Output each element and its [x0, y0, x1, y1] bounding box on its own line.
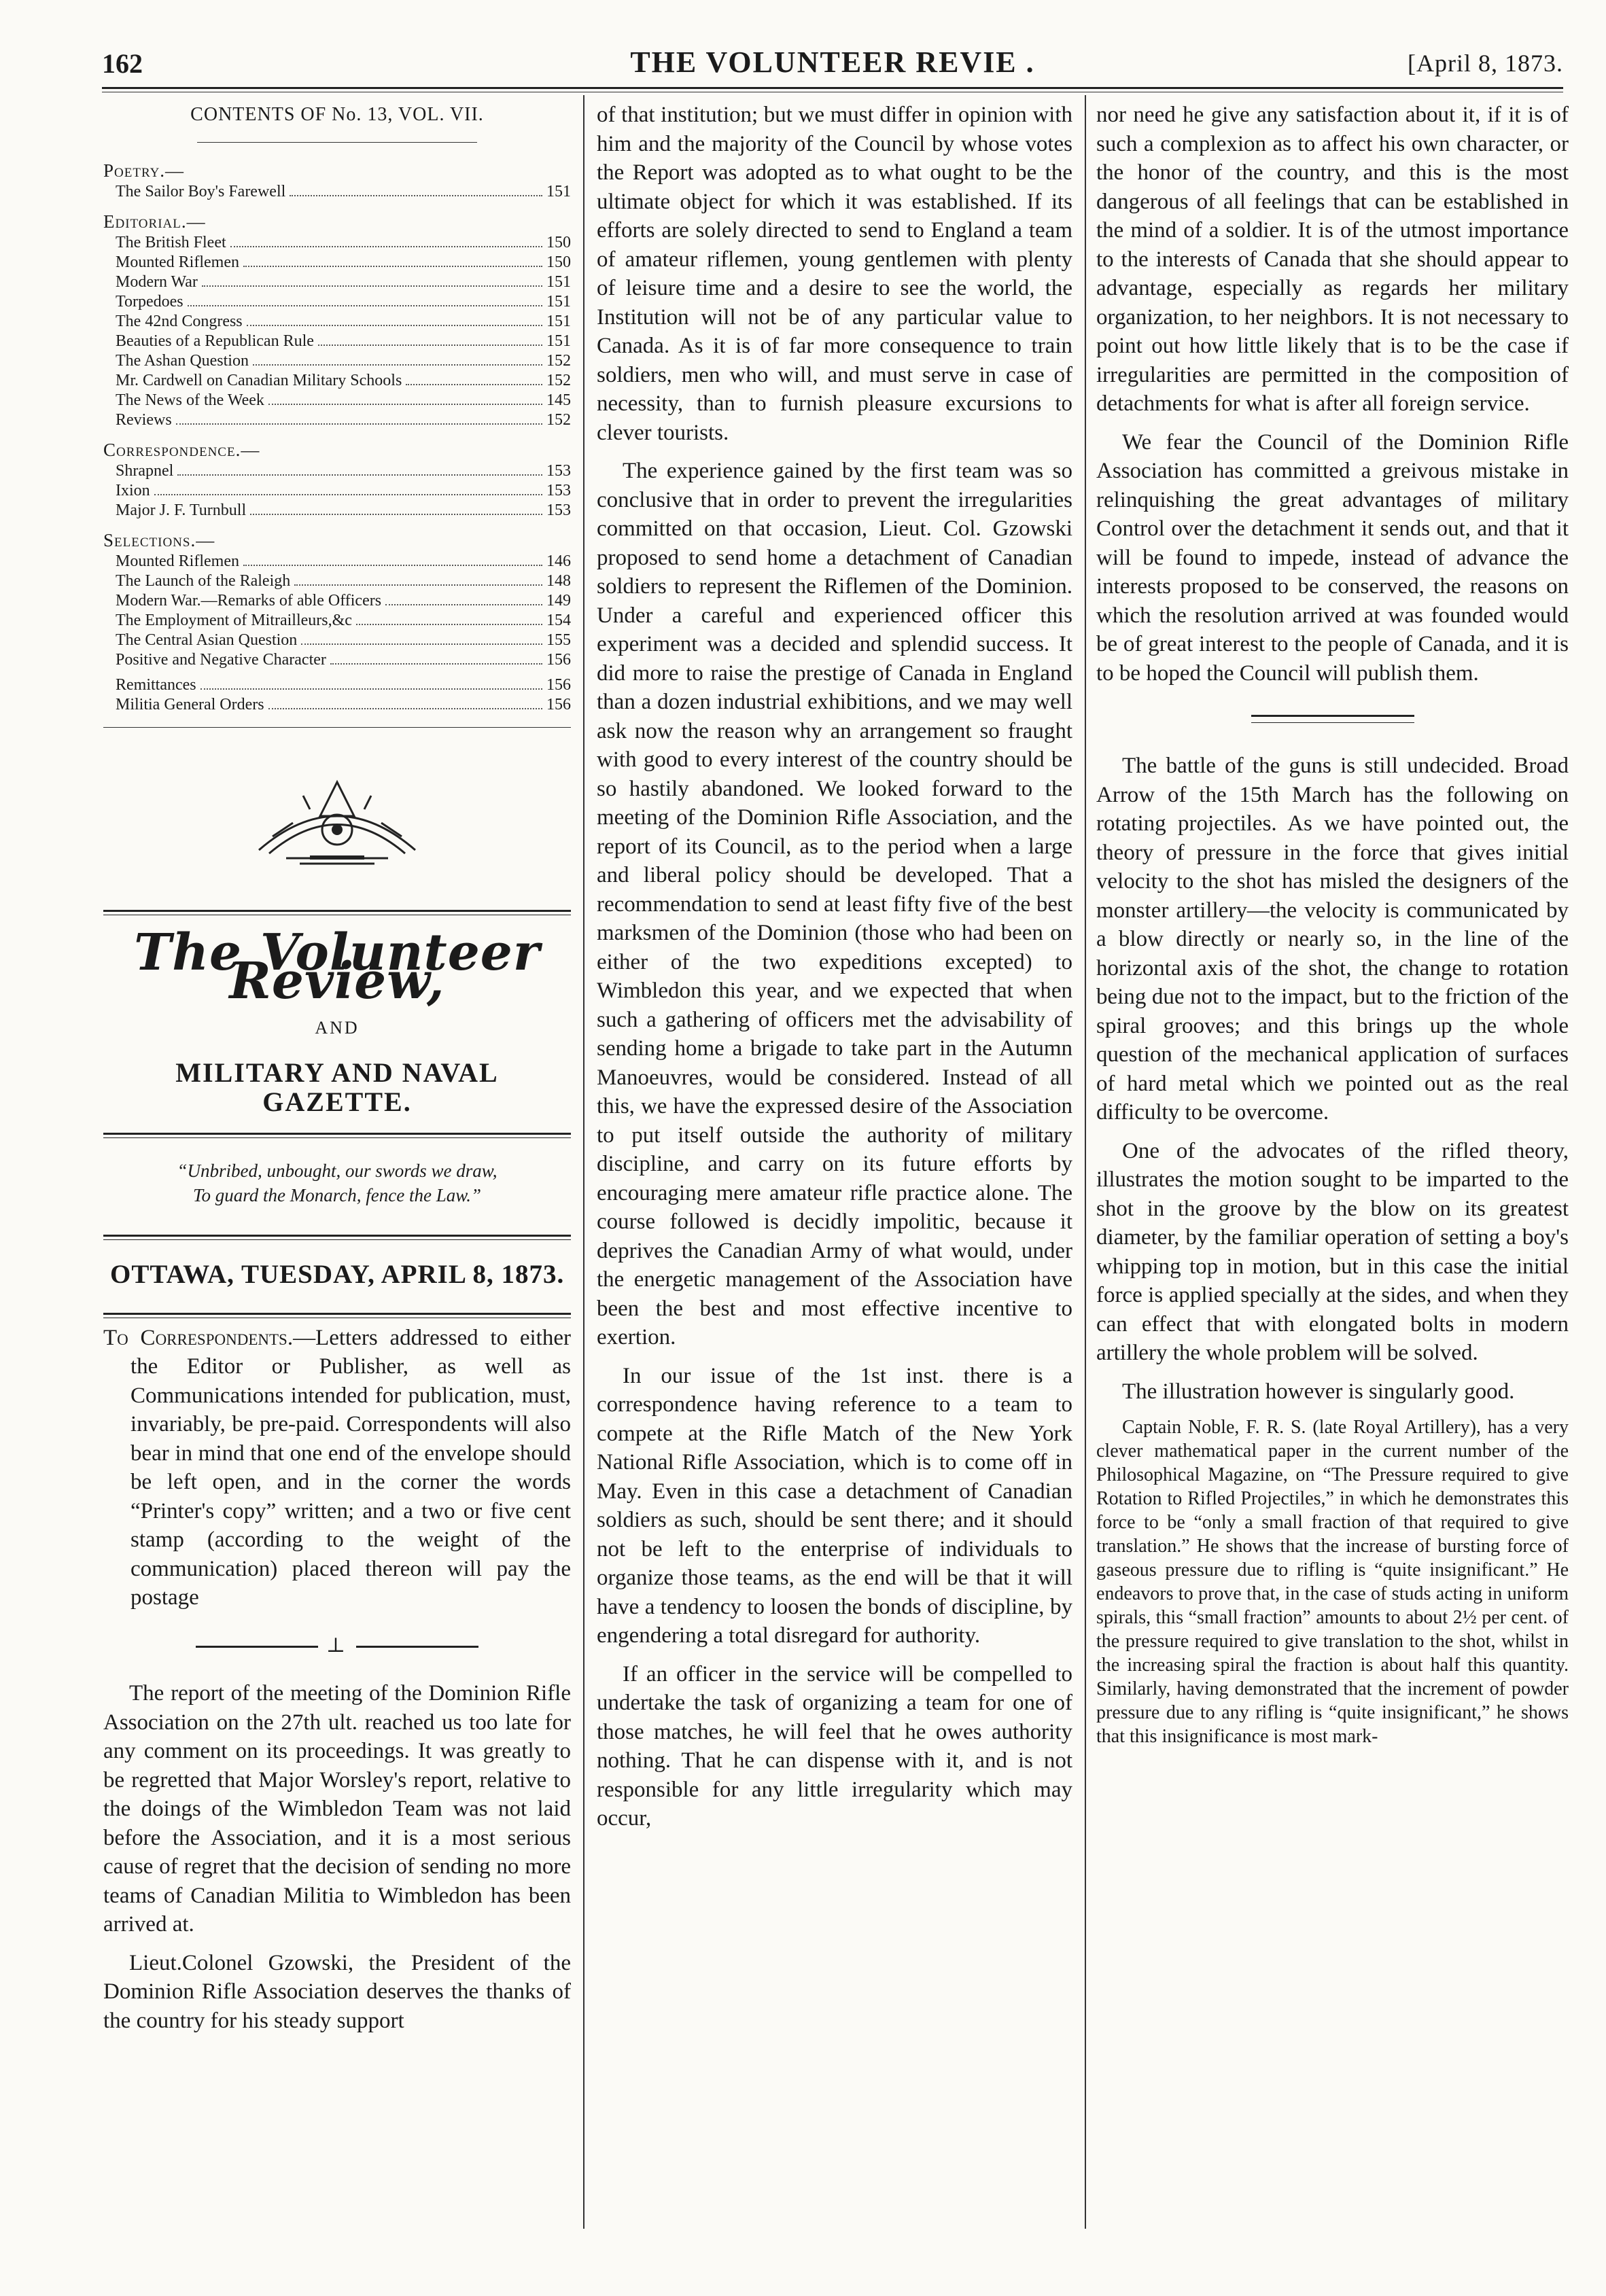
contents-entry [103, 631, 571, 650]
contents-entry-page: 152 [546, 371, 571, 389]
contents-entry-label: Mounted Riflemen [116, 552, 239, 570]
contents-entry-label: The Launch of the Raleigh [116, 571, 291, 590]
contents-leader-dots [188, 292, 542, 306]
contents-leader-dots [253, 351, 542, 366]
dateline-rule [103, 1235, 571, 1240]
contents-entry-page: 151 [546, 332, 571, 350]
contents-leader-dots [330, 650, 542, 665]
contents-title: CONTENTS OF No. 13, VOL. VII. [190, 104, 484, 125]
contents-entry-label: Reviews [116, 410, 172, 429]
contents-leader-dots [243, 253, 542, 267]
contents-leader-dots [294, 571, 542, 586]
contents-entry-page: 150 [546, 233, 571, 251]
contents-entry-page: 148 [546, 571, 571, 590]
contents-entry-label: The News of the Week [116, 391, 264, 409]
contents-leader-dots [243, 552, 542, 566]
contents-entry [103, 351, 571, 371]
correspondents-notice [103, 1324, 571, 1612]
column-divider [1085, 95, 1086, 2229]
contents-leader-dots [356, 611, 542, 625]
masthead-motto [103, 1159, 571, 1207]
article-paragraph: The report of the meeting of the Dominion Rifle Association on the 27th ult. reached us too late for any comment on its proceedings. It was greatly to be regretted that Major Worsley's report, relative to the doings of the Wimbledon Team was not laid before the Association, and it is a most serious cause of regret that the decision of sending no more teams of Canadian Militia to Wimbledon has been arrived at. [103, 1681, 571, 1937]
contents-entry-page: 154 [546, 611, 571, 629]
contents-entry-page: 153 [546, 461, 571, 480]
contents-entry [103, 650, 571, 670]
masthead-rule [103, 910, 571, 915]
contents-entry-label: The British Fleet [116, 233, 226, 251]
contents-entry [103, 233, 571, 253]
contents-leader-dots [250, 501, 542, 515]
issue-date: [April 8, 1873. [1408, 50, 1563, 77]
contents-entry [103, 253, 571, 272]
contents-entry [103, 611, 571, 631]
contents-entry [103, 410, 571, 430]
article-paragraph: If an officer in the service will be compelled to undertake the task of organizing a team for one of those matches, he will feel that he owes authority nothing. That he can dispense with it, and is not responsible for any little irregularity which may occur, [597, 1661, 1072, 1831]
contents-entry-page: 151 [546, 272, 571, 291]
article-paragraph: In our issue of the 1st inst. there is a correspondence having reference to a team to compete at the Rifle Match of the New York National Rifle Association, which is to come off in May. Even in this case a detachment of Canadian soldiers as such, should be sent there; and it should not be left to the enterprise of individuals to organize those teams, as the end will be that it will have a tendency to loosen the bonds of discipline, by engendering a total disregard for authority. [597, 1363, 1072, 1648]
contents-leader-dots [154, 481, 542, 495]
dateline-rule-lower [103, 1313, 571, 1318]
contents-entry-page: 152 [546, 410, 571, 429]
article-paragraph: The battle of the guns is still undecided. Broad Arrow of the 15th March has the following on rotating projectiles. As we have pointed out, the theory of pressure in the force that gives initial velocity to the shot has misled the designers of the monster artillery—the velocity is communicated by a blow directly or nearly so, in the line of the horizontal axis of the shot, the change to rotation being due not to the impact, but to the friction of the spiral grooves; and this brings up the whole question of the mechanical application of surfaces of hard metal which we pointed out as the real difficulty to be overcome. [1096, 754, 1569, 1125]
article-paragraph: We fear the Council of the Dominion Rifle Association has committed a greivous mistake in relinquishing the great advantages of military Control over the detachment it sends out, and that it will be found to impede, instead of advance the interests proposed to be conserved, the reasons on which the resolution arrived at was founded would be of great interest to the people of Canada, and it is to be hoped the Council will publish them. [1096, 429, 1569, 686]
contents-section-heading: Poetry.— [103, 160, 185, 181]
contents-entry [103, 391, 571, 410]
contents-entry-page: 151 [546, 292, 571, 311]
contents-entry-label: Torpedoes [116, 292, 184, 311]
article-paragraph: The illustration however is singularly good. [1122, 1379, 1515, 1404]
article-paragraph: of that institution; but we must differ in opinion with him and the majority of the Council by whose votes the Report was adopted as to what ought to be the ultimate object for which it was established. If its efforts are solely directed to send to England a team of amateur riflemen, young gentlemen with plenty of leisure time and a desire to see the world, the Institution will not be of any particular value to Canada. As it is of far more consequence to train soldiers, men who will, and must serve in case of necessity, than to furnish pleasure excursions to clever tourists. [597, 103, 1072, 445]
contents-section-heading: Selections.— [103, 529, 215, 550]
contents-entry-page: 152 [546, 351, 571, 370]
contents-entry [103, 332, 571, 351]
contents-entry-page: 153 [546, 481, 571, 499]
masthead-rule-lower [103, 1133, 571, 1138]
contents-leader-dots [318, 332, 542, 346]
contents-entry-page: 156 [546, 695, 571, 713]
contents-entry-label: The Sailor Boy's Farewell [116, 182, 286, 200]
contents-rule [197, 142, 478, 143]
contents-entry-page: 156 [546, 650, 571, 669]
contents-leader-dots [301, 631, 542, 645]
contents-entry-page: 145 [546, 391, 571, 409]
column-2 [597, 101, 1072, 1843]
contents-entry-label: The Central Asian Question [116, 631, 298, 649]
contents-entry [103, 552, 571, 571]
dateline: OTTAWA, TUESDAY, APRIL 8, 1873. [110, 1260, 565, 1289]
section-ornament: ⊥ [103, 1631, 571, 1661]
contents-entry [103, 591, 571, 611]
column-1 [103, 101, 571, 2045]
contents-entry-page: 156 [546, 675, 571, 694]
contents-entry [103, 501, 571, 520]
contents-leader-dots [268, 391, 542, 405]
contents-entry-label: Mr. Cardwell on Canadian Military Schools [116, 371, 402, 389]
contents-entry-label: Major J. F. Turnbull [116, 501, 247, 519]
masthead-and: AND [315, 1017, 360, 1038]
contents-entry-page: 151 [546, 312, 571, 330]
contents-entry-label: Militia General Orders [116, 695, 264, 713]
section-rule [1251, 715, 1414, 717]
article-paragraph: Lieut.Colonel Gzowski, the President of the Dominion Rifle Association deserves the thanks of the country for his steady support [103, 1950, 571, 2033]
contents-entry-page: 146 [546, 552, 571, 570]
contents-entry [103, 461, 571, 481]
contents-entry-label: Mounted Riflemen [116, 253, 239, 271]
contents-leader-dots [406, 371, 542, 385]
masthead-title: The Volunteer Review, [134, 923, 540, 1010]
contents-entry-label: Modern War [116, 272, 198, 291]
contents-entry-page: 155 [546, 631, 571, 649]
contents-entry [103, 571, 571, 591]
masthead-subtitle: MILITARY AND NAVAL GAZETTE. [175, 1057, 499, 1117]
contents-entry-label: The Employment of Mitrailleurs,&c [116, 611, 352, 629]
section-rule-thin [1251, 722, 1414, 723]
contents-leader-dots [385, 591, 542, 605]
contents-leader-dots [230, 233, 542, 247]
contents-entry-label: Remittances [116, 675, 196, 694]
contents-entry-label: Beauties of a Republican Rule [116, 332, 314, 350]
newspaper-title: THE VOLUNTEER REVIE . [630, 46, 1035, 79]
contents-entry [103, 272, 571, 292]
contents-leader-dots [202, 272, 542, 287]
contents-entry [103, 675, 571, 695]
contents-entry [103, 481, 571, 501]
table-of-contents [103, 159, 571, 715]
contents-section-heading: Correspondence.— [103, 439, 260, 460]
contents-leader-dots [290, 182, 542, 196]
article-paragraph: One of the advocates of the rifled theory, illustrates the motion sought to be imparted to the shot in the groove by the blow on its greatest diameter, by the familiar operation of setting a boy's whipping top in motion, but in this case the initial force is applied specially at the sides, and when they can effect that with elongated bolts in modern artillery the whole problem will be solved. [1096, 1138, 1569, 1365]
article-paragraph: The experience gained by the first team was so conclusive that in order to prevent the irregularities committed on that occasion, Lieut. Col. Gzowski proposed to send home a detachment of Canadian soldiers to represent the Riflemen of the Dominion. Under a careful and experienced officer this experiment was a decided and splendid success. It did more to raise the prestige of Canada in England than a dozen industrial exhibitions, and we may well ask now the reason why an arrangement so fraught with good to every interest of the country should be so hastily abandoned. We looked forward to the meeting of the Dominion Rifle Association, and the report of its Council, as to the period when a large and liberal policy should be developed. That a recommendation to send at least fifty five of the best marksmen of the Dominion (those who had been on either of the two expeditions excepted) to Wimbledon this year, and we expected that when such a gathering of officers met the advisability of sending home a brigade to take part in the Autumn Manoeuvres, would be considered. Instead of all this, we have the expressed desire of the Association to put itself outside the authority of military discipline, and carry on its future efforts by encouraging mere amateur rifle practice alone. The course followed is decidly impolitic, because it deprives the Canadian Army of what would, under the energetic management of the Association have been the best and most effective incentive to exertion. [597, 459, 1072, 1349]
header-rule [102, 87, 1563, 89]
contents-entry-label: Shrapnel [116, 461, 174, 480]
contents-leader-dots [268, 695, 542, 709]
contents-entry [103, 371, 571, 391]
contents-end-rule [103, 727, 571, 728]
correspondents-text: —Letters addressed to either the Editor or Publisher, as well as Communications intended for publication, must, invariably, be pre-paid. Correspondents will also bear in mind that one end of the envelope should be left open, and in the corner the words “Printer's copy” written; and a two or five cent stamp (according to the weight of the communication) placed thereon will pay the postage [130, 1325, 571, 1610]
motto-line-2: To guard the Monarch, fence the Law.” [193, 1185, 481, 1205]
contents-entry-label: The 42nd Congress [116, 312, 243, 330]
contents-entry-page: 149 [546, 591, 571, 610]
correspondents-label: To Correspondents. [103, 1325, 294, 1350]
contents-entry-label: The Ashan Question [116, 351, 249, 370]
column-divider [583, 95, 584, 2229]
contents-entry-page: 151 [546, 182, 571, 200]
motto-line-1: “Unbribed, unbought, our swords we draw, [177, 1161, 497, 1181]
article-paragraph: nor need he give any satisfaction about it, if it is of such a complexion as to affect his own character, or the honor of the country, and this is the most dangerous of all feelings that can be established in the mind of a soldier. It is of the utmost importance to the interests of Canada that she should appear to advantage, especially as regards her military organization, to her neighbors. It is not necessary to point out how little likely that is to be the case if irregularities are permitted in the composition of detachments for what is after all foreign service. [1096, 103, 1569, 416]
contents-leader-dots [177, 461, 542, 476]
contents-entry [103, 292, 571, 312]
contents-entry [103, 312, 571, 332]
contents-leader-dots [247, 312, 542, 326]
contents-entry-label: Positive and Negative Character [116, 650, 326, 669]
contents-leader-dots [200, 675, 542, 690]
contents-entry [103, 182, 571, 202]
page-number: 162 [102, 48, 143, 79]
contents-entry-label: Modern War.—Remarks of able Officers [116, 591, 382, 610]
column-3 [1096, 101, 1569, 1758]
contents-section-heading: Editorial.— [103, 211, 206, 232]
crest-emblem-icon [245, 769, 429, 870]
contents-entry [103, 695, 571, 715]
contents-leader-dots [176, 410, 542, 425]
contents-entry-page: 153 [546, 501, 571, 519]
contents-entry-label: Ixion [116, 481, 150, 499]
contents-entry-page: 150 [546, 253, 571, 271]
article-paragraph: Captain Noble, F. R. S. (late Royal Artillery), has a very clever mathematical paper in the current number of the Philosophical Magazine, on “The Pressure required to give Rotation to Rifled Projectiles,” in which he demonstrates this force to be “only a small fraction of that required to give translation.” He shows that the increase of bursting force of gaseous pressure due to rifling is “quite insignificant.” He endeavors to prove that, in the case of studs acting in uniform spirals, this “small fraction” amounts to about 2½ per cent. of the pressure required to give translation to the shot, whilst in the increasing spiral the fraction is about half this quantity. Similarly, having demonstrated that the increment of powder pressure due to any rifling is “quite insignificant,” he shows that this insignificance is most mark- [1096, 1417, 1569, 1747]
